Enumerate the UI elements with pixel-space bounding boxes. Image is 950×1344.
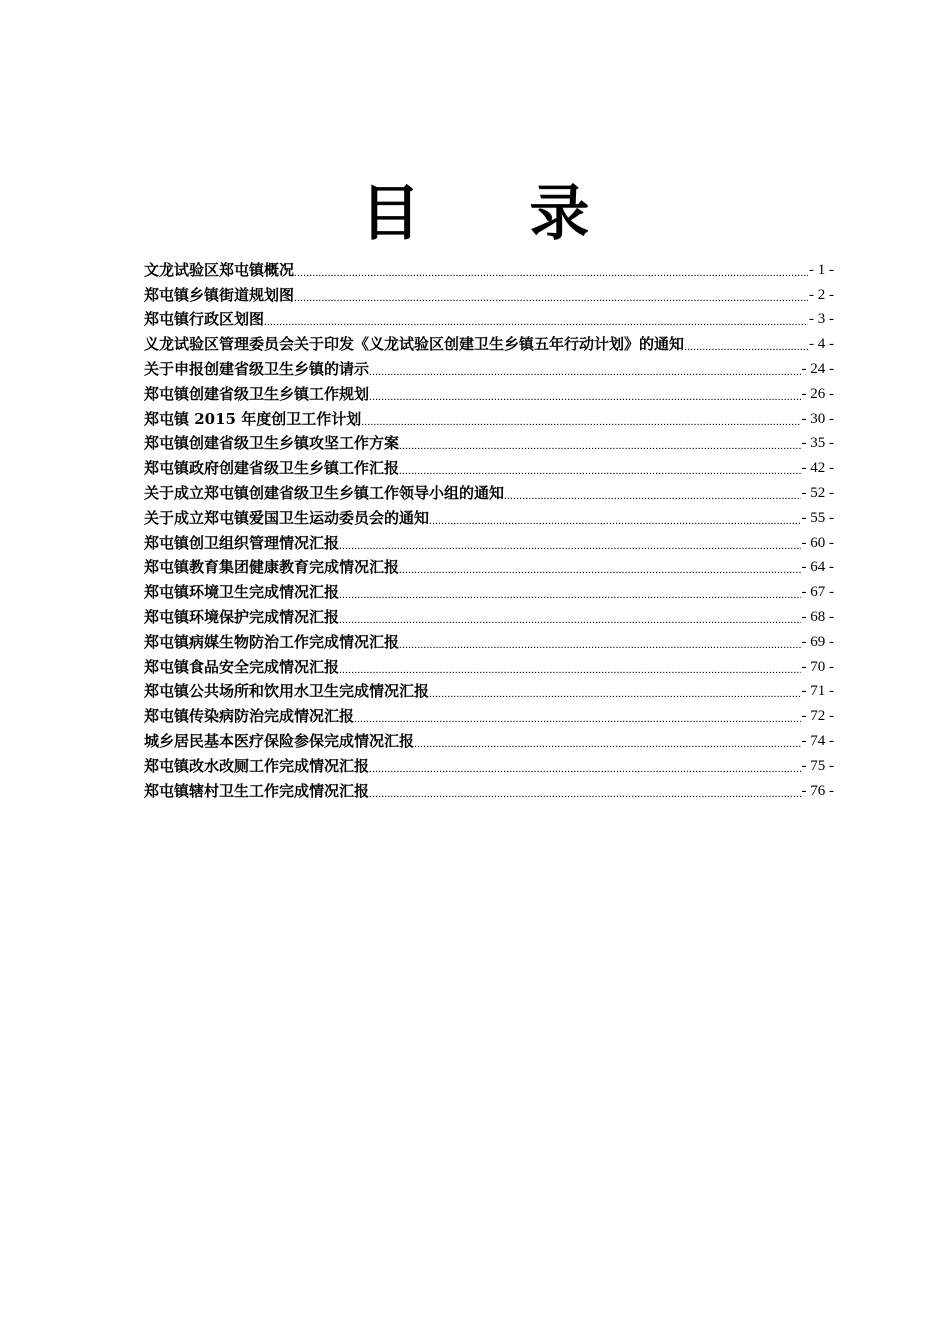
toc-entry[interactable]	[144, 453, 834, 478]
toc-entry[interactable]	[144, 280, 834, 305]
toc-entry[interactable]	[144, 329, 834, 354]
toc-entry-page-number: - 4 -	[809, 336, 834, 353]
toc-entry[interactable]	[144, 726, 834, 751]
toc-entry-label: 关于申报创建省级卫生乡镇的请示	[144, 359, 370, 378]
toc-dot-leader	[399, 638, 800, 652]
toc-dot-leader	[369, 390, 800, 404]
toc-entry-page-number: - 76 -	[801, 782, 834, 799]
toc-entry-label: 郑屯镇公共场所和饮用水卫生完成情况汇报	[144, 682, 430, 701]
toc-entry-page-number: - 35 -	[801, 435, 834, 452]
toc-entry-page-number: - 67 -	[801, 584, 834, 601]
toc-entry[interactable]	[144, 577, 834, 602]
toc-dot-leader	[429, 687, 800, 701]
toc-entry-page-number: - 71 -	[801, 683, 834, 700]
toc-entry-label: 郑屯镇创建省级卫生乡镇工作规划	[144, 384, 370, 403]
toc-dot-leader	[339, 539, 800, 553]
toc-entry[interactable]	[144, 255, 834, 280]
toc-entry[interactable]	[144, 602, 834, 627]
toc-entry-label: 郑屯镇环境保护完成情况汇报	[144, 607, 340, 626]
toc-entry-label: 郑屯镇改水改厕工作完成情况汇报	[144, 756, 370, 775]
toc-entry[interactable]	[144, 652, 834, 677]
toc-entry-page-number: - 69 -	[801, 633, 834, 650]
toc-entry[interactable]	[144, 429, 834, 454]
toc-dot-leader	[399, 464, 800, 478]
toc-entry-label: 郑屯镇政府创建省级卫生乡镇工作汇报	[144, 459, 400, 478]
toc-entry-page-number: - 1 -	[809, 261, 834, 278]
toc-list	[144, 255, 834, 801]
toc-entry-page-number: - 3 -	[809, 311, 834, 328]
toc-entry-label: 郑屯镇行政区划图	[144, 310, 265, 329]
toc-dot-leader	[294, 291, 808, 305]
toc-dot-leader	[339, 588, 800, 602]
toc-entry-label: 城乡居民基本医疗保险参保完成情况汇报	[144, 731, 415, 750]
toc-entry-label: 郑屯镇乡镇街道规划图	[144, 285, 295, 304]
toc-entry[interactable]	[144, 354, 834, 379]
toc-dot-leader	[369, 365, 800, 379]
toc-entry[interactable]	[144, 553, 834, 578]
toc-entry-label: 郑屯镇食品安全完成情况汇报	[144, 657, 340, 676]
toc-entry[interactable]	[144, 751, 834, 776]
toc-dot-leader	[294, 266, 808, 280]
toc-entry-page-number: - 72 -	[801, 708, 834, 725]
toc-entry[interactable]	[144, 379, 834, 404]
toc-entry-label: 义龙试验区管理委员会关于印发《义龙试验区创建卫生乡镇五年行动计划》的通知	[144, 335, 685, 354]
toc-entry-label: 郑屯镇 2015 年度创卫工作计划	[144, 409, 362, 428]
toc-dot-leader	[399, 563, 800, 577]
toc-entry-label: 郑屯镇病媒生物防治工作完成情况汇报	[144, 632, 400, 651]
toc-dot-leader	[369, 787, 800, 801]
toc-entry[interactable]	[144, 701, 834, 726]
toc-entry-page-number: - 55 -	[801, 509, 834, 526]
toc-dot-leader	[504, 489, 800, 503]
toc-dot-leader	[361, 415, 800, 429]
toc-entry-label: 关于成立郑屯镇爱国卫生运动委员会的通知	[144, 508, 430, 527]
toc-entry-page-number: - 26 -	[801, 385, 834, 402]
toc-entry-label: 郑屯镇辖村卫生工作完成情况汇报	[144, 781, 370, 800]
toc-entry-label: 文龙试验区郑屯镇概况	[144, 260, 295, 279]
toc-dot-leader	[414, 737, 800, 751]
toc-entry[interactable]	[144, 627, 834, 652]
toc-entry-page-number: - 52 -	[801, 484, 834, 501]
toc-entry-label: 郑屯镇环境卫生完成情况汇报	[144, 583, 340, 602]
toc-entry-label: 关于成立郑屯镇创建省级卫生乡镇工作领导小组的通知	[144, 483, 505, 502]
toc-entry-page-number: - 70 -	[801, 658, 834, 675]
toc-entry-page-number: - 74 -	[801, 732, 834, 749]
toc-dot-leader	[339, 663, 800, 677]
toc-entry-page-number: - 68 -	[801, 608, 834, 625]
toc-entry-page-number: - 64 -	[801, 559, 834, 576]
toc-dot-leader	[354, 712, 800, 726]
toc-entry[interactable]	[144, 503, 834, 528]
toc-entry-label: 郑屯镇教育集团健康教育完成情况汇报	[144, 558, 400, 577]
toc-dot-leader	[264, 315, 808, 329]
toc-entry-label: 郑屯镇创卫组织管理情况汇报	[144, 533, 340, 552]
toc-entry[interactable]	[144, 677, 834, 702]
toc-entry[interactable]	[144, 776, 834, 801]
toc-title: 目 录	[360, 179, 634, 249]
toc-entry[interactable]	[144, 478, 834, 503]
toc-entry-page-number: - 60 -	[801, 534, 834, 551]
toc-entry-page-number: - 30 -	[801, 410, 834, 427]
toc-dot-leader	[339, 613, 800, 627]
toc-entry-page-number: - 42 -	[801, 460, 834, 477]
toc-entry-label: 郑屯镇创建省级卫生乡镇攻坚工作方案	[144, 434, 400, 453]
toc-dot-leader	[429, 514, 800, 528]
toc-dot-leader	[369, 762, 800, 776]
toc-entry[interactable]	[144, 404, 834, 429]
toc-dot-leader	[399, 439, 800, 453]
toc-entry[interactable]	[144, 528, 834, 553]
toc-entry[interactable]	[144, 305, 834, 330]
toc-entry-page-number: - 24 -	[801, 360, 834, 377]
toc-entry-page-number: - 2 -	[809, 286, 834, 303]
toc-entry-page-number: - 75 -	[801, 757, 834, 774]
toc-dot-leader	[684, 340, 808, 354]
toc-entry-label: 郑屯镇传染病防治完成情况汇报	[144, 707, 355, 726]
